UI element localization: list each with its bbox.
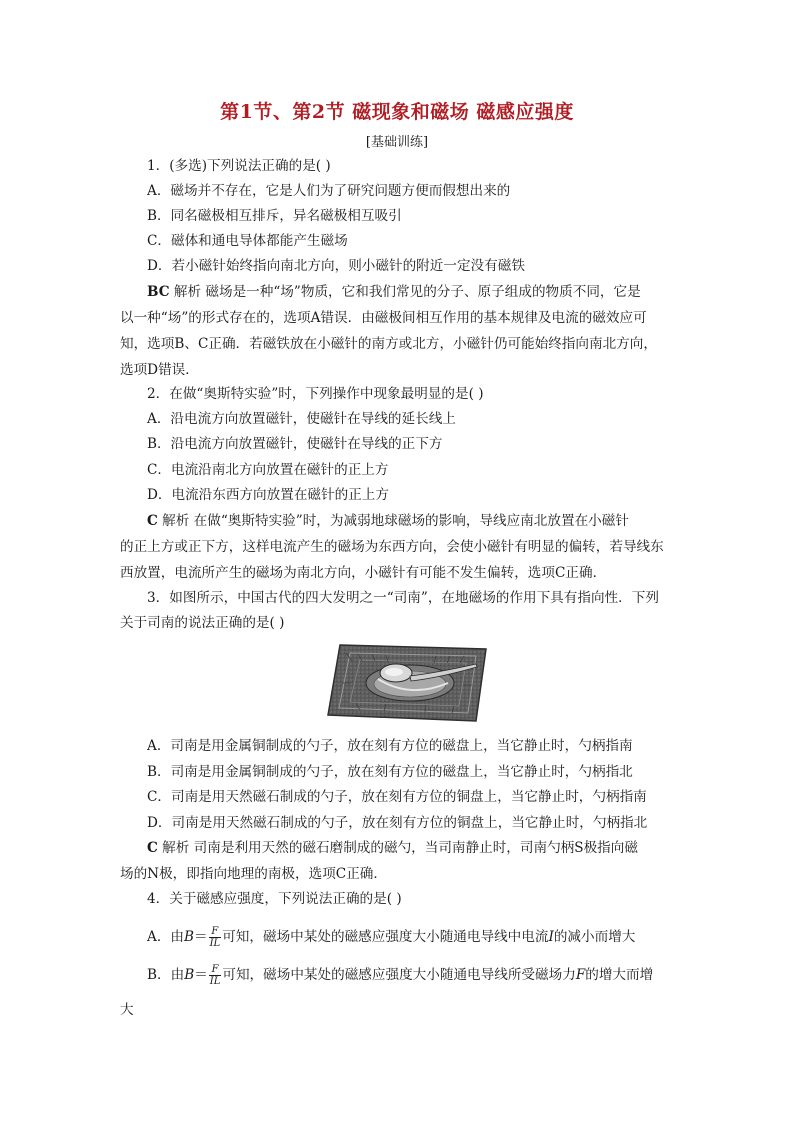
formula-equals: ＝ [194, 929, 208, 945]
q1-option-a: A．磁场并不存在，它是人们为了研究问题方便而假想出来的 [147, 183, 511, 199]
sinan-compass-image [326, 643, 492, 723]
formula-fraction [209, 926, 222, 949]
q1-option-b: B．同名磁极相互排斥，异名磁极相互吸引 [147, 208, 402, 224]
q4-option-b-continued: 大 [120, 1002, 134, 1018]
q4-option-a-end: 的减小而增大 [553, 929, 636, 945]
page-title: 第1节、第2节 磁现象和磁场 磁感应强度 [220, 101, 574, 123]
q4-option-b-prefix: B．由 [147, 967, 185, 983]
variable-i: I [548, 929, 554, 945]
q3-option-b: B．司南是用金属铜制成的勺子，放在刻有方位的磁盘上，当它静止时，勺柄指北 [147, 764, 633, 780]
q3-option-a: A．司南是用金属铜制成的勺子，放在刻有方位的磁盘上，当它静止时，勺柄指南 [147, 738, 633, 754]
q1-stem: 1．(多选)下列说法正确的是( ) [147, 158, 331, 174]
q1-explanation-line: 知，选项B、C正确．若磁铁放在小磁针的南方或北方，小磁针仍可能始终指向南北方向， [120, 336, 657, 352]
formula-equals: ＝ [194, 967, 208, 983]
q3-explanation-text: 解析 司南是利用天然的磁石磨制成的磁勺，当司南静止时，司南勺柄S极指向磁 [157, 840, 638, 856]
q2-option-c: C．电流沿南北方向放置在磁针的正上方 [147, 462, 389, 478]
variable-f: F [575, 967, 586, 983]
q4-option-a-text: 可知，磁场中某处的磁感应强度大小随通电导线中电流 [222, 929, 549, 945]
q1-explanation-line: 选项D错误． [120, 362, 199, 378]
q2-explanation-line: 西放置，电流所产生的磁场为南北方向，小磁针有可能不发生偏转，选项C正确． [120, 565, 607, 581]
formula-denominator: IL [209, 976, 221, 987]
q3-option-c: C．司南是用天然磁石制成的勺子，放在刻有方位的铜盘上，当它静止时，勺柄指南 [147, 789, 647, 805]
q1-option-c: C．磁体和通电导体都能产生磁场 [147, 233, 348, 249]
q1-answer: BC [147, 284, 170, 300]
q2-option-a: A．沿电流方向放置磁针，使磁针在导线的延长线上 [147, 411, 456, 427]
q1-explanation-line: 以一种“场”的形式存在的，选项A错误．由磁极间相互作用的基本规律及电流的磁效应可 [120, 310, 647, 326]
q2-answer: C [147, 513, 158, 529]
q2-explanation-line [147, 511, 629, 531]
q2-explanation-line: 的正上方或正下方，这样电流产生的磁场为东西方向，会使小磁针有明显的偏转，若导线东 [120, 539, 664, 555]
q3-answer: C [147, 840, 158, 856]
formula-lhs: B [184, 929, 195, 945]
formula-lhs: B [184, 967, 195, 983]
q2-explanation-text: 解析 在做“奥斯特实验”时，为减弱地球磁场的影响，导线应南北放置在小磁针 [157, 513, 629, 529]
q4-option-b-text: 可知，磁场中某处的磁感应强度大小随通电导线所受磁场力 [222, 967, 576, 983]
q2-option-d: D．电流沿东西方向放置在磁针的正上方 [147, 487, 389, 503]
q4-option-b [147, 962, 653, 988]
q4-option-a-prefix: A．由 [147, 929, 185, 945]
q3-stem-continued: 关于司南的说法正确的是( ) [120, 615, 285, 631]
section-subtitle: [基础训练] [365, 135, 429, 150]
q3-explanation-line: 场的N极，即指向地理的南极，选项C正确． [120, 866, 387, 882]
formula-fraction [209, 964, 222, 987]
q2-stem: 2．在做“奥斯特实验”时，下列操作中现象最明显的是( ) [147, 386, 484, 402]
q1-explanation-line [147, 282, 641, 302]
q1-explanation-text: 解析 磁场是一种“场”物质，它和我们常见的分子、原子组成的物质不同，它是 [169, 284, 641, 300]
q2-option-b: B．沿电流方向放置磁针，使磁针在导线的正下方 [147, 436, 443, 452]
q3-explanation-line [147, 838, 638, 858]
formula-denominator: IL [209, 938, 221, 949]
q1-option-d: D．若小磁针始终指向南北方向，则小磁针的附近一定没有磁铁 [147, 258, 525, 274]
formula-numerator: F [209, 926, 222, 938]
q4-stem: 4．关于磁感应强度，下列说法正确的是( ) [147, 891, 402, 907]
formula-numerator: F [209, 964, 222, 976]
q3-stem: 3．如图所示，中国古代的四大发明之一“司南”，在地磁场的作用下具有指向性．下列 [147, 590, 659, 606]
q4-option-a [147, 924, 635, 950]
q3-option-d: D．司南是用天然磁石制成的勺子，放在刻有方位的铜盘上，当它静止时，勺柄指北 [147, 815, 648, 831]
q4-option-b-end: 的增大而增 [585, 967, 654, 983]
